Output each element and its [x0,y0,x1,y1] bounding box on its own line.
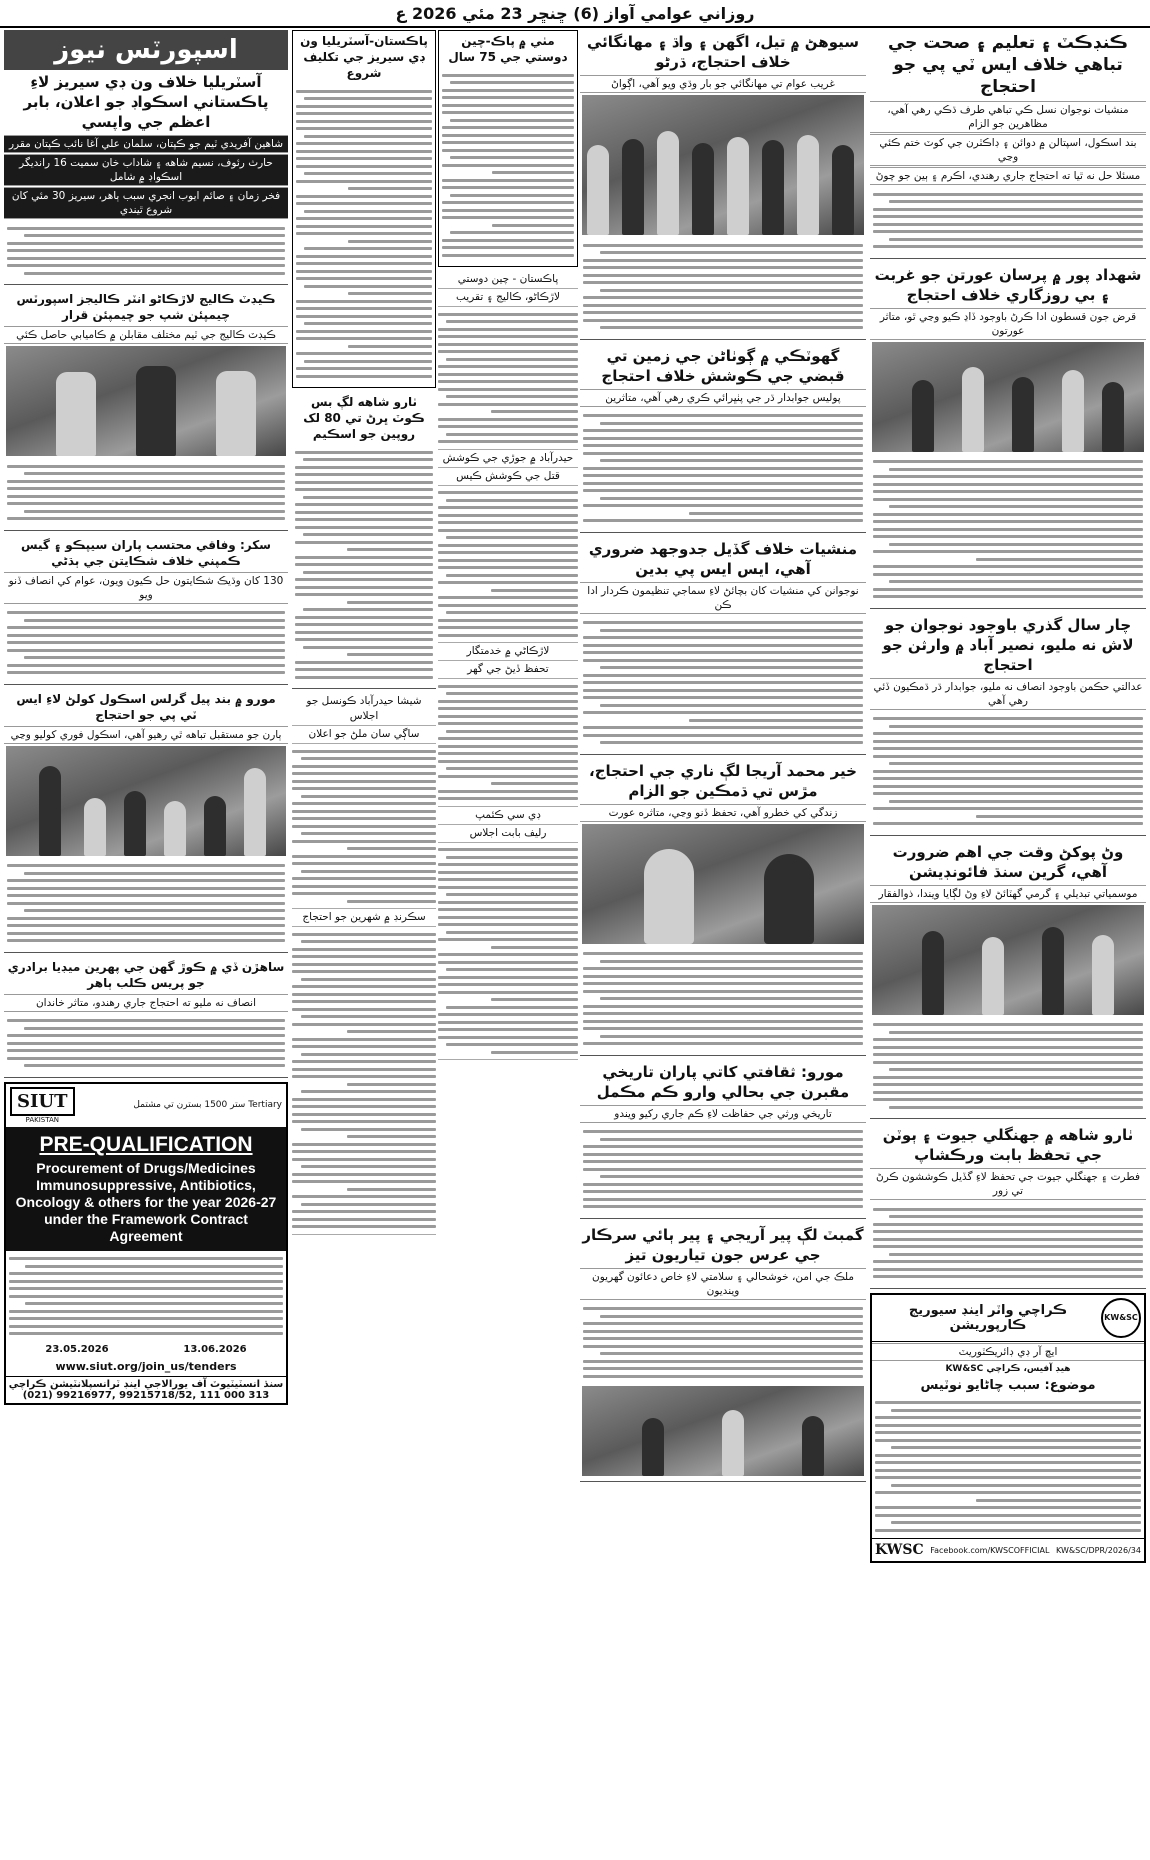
subheadline: مسئلا حل نه ٿيا ته احتجاج جاري رهندي، اڪرم ۽ ٻين جو چوڻ [870,167,1146,185]
story [4,957,288,1078]
prequalification-body: Procurement of Drugs/Medicines Immunosuppressive, Antibiotics, Oncology & others for the year 2026-27 under the Framework Contract Agreement [15,1159,277,1244]
list-item: لاڙڪاڻو، ڪاليج ۽ تقريب [438,289,578,307]
ad-department: ايڇ آر ڊي ڊائريڪٽوريٽ [872,1343,1144,1361]
story [292,392,436,689]
column-2 [580,30,866,1856]
headline: سيوهڻ ۾ تيل، اگهن ۽ واڌ ۽ مهانگائي خلاف احتجاج، ڌرڻو [587,33,859,71]
headline: ٺارو شاهه ۾ جهنگلي جيوت ۽ ٻوٽن جي تحفظ بابت ورڪشاپ [882,1126,1134,1164]
story [580,1223,866,1483]
event-photo [582,1386,864,1476]
headline: آسٽريليا خلاف ون ڊي سيريز لاءِ پاڪستاني اسڪواڊ جو اعلان، بابر اعظم جي واپسي [23,73,269,131]
masthead [0,0,1150,28]
subheadline: منشيات نوجوان نسل ڪي تباهي طرف ڌڪي رهي آهي، مظاهرين جو الزام [870,101,1146,133]
kwsc-logo: KWSC [875,1542,924,1558]
headline: ساهڙن ڏي ۾ ڪوڙ گهن جي پهرين ميڊيا برادري جو پريس ڪلب ٻاهر [7,959,285,990]
list-item: شيشا حيدرآباد ڪونسل جو اجلاس [292,693,436,726]
siut-logo: SIUT [10,1087,75,1116]
list-item: تحفظ ڏيڻ جي گهر [438,661,578,679]
headline: ٺارو شاهه لڳ بس ڪوٽ ڀرڻ تي 80 لک روپين جو اسڪيم [303,395,425,441]
subheadline: 130 کان وڌيڪ شڪايتون حل ڪيون ويون، عوام کي انصاف ڏنو ويو [4,572,288,604]
article-body [870,454,1146,605]
headline: مورو: ثقافتي کاتي پاران تاريخي مقبرن جي بحالي وارو ڪم مڪمل [596,1062,850,1101]
subheadline: زندگي کي خطرو آهي، تحفظ ڏنو وڃي، متاثره عورت [580,804,866,822]
tender-link[interactable]: www.siut.org/join_us/tenders [55,1359,237,1373]
story [292,30,436,388]
column-4 [292,30,436,1856]
article-body [580,946,866,1052]
subheadline: انصاف نه مليو ته احتجاج جاري رهندو، متاثر خاندان [4,994,288,1012]
protest-photo [872,342,1144,452]
article-body [4,220,288,281]
article-body [870,711,1146,832]
headline: وڻ پوکڻ وقت جي اهم ضرورت آهي، گرين سنڌ فائونڊيشن [892,842,1124,881]
article-body [580,408,866,529]
ad-reference: KW&SC/DPR/2026/34 [1056,1545,1141,1555]
lead-story [870,30,1146,259]
prequalification-title: PRE-QUALIFICATION [39,1132,253,1156]
headline: منشيات خلاف گڏيل جدوجهد ضروري آهي، ايس ايس پي بدين [588,539,858,578]
protest-photo [582,95,864,235]
story [580,1060,866,1219]
subheadline: ٻارن جو مستقبل تباهه ٿي رهيو آهي، اسڪول فوري کوليو وڃي [4,726,288,744]
story [580,30,866,340]
article-body [293,83,435,384]
ad-body [6,1251,286,1342]
headline: شهداد پور ۾ پرسان عورتن جو غربت ۽ بي روزگاري خلاف احتجاج [874,265,1142,304]
subheadline: فطرت ۽ جهنگلي جيوت جي تحفظ لاءِ گڏيل ڪوششون ڪرڻ تي زور [870,1168,1146,1200]
lead-story [4,70,288,285]
headline: خير محمد آريجا لڳ ناري جي احتجاج، مڙس تي ڌمڪين جو الزام [589,761,857,800]
article-body [870,186,1146,255]
list-item: ساڳي سان ملڻ جو اعلان [292,726,436,744]
subheadline: حارث رئوف، نسيم شاهه ۽ شاداب خان سميت 16 رانديگر اسڪواڊ ۾ شامل [4,154,288,186]
article-body [580,237,866,336]
kwsc-advertisement [870,1293,1146,1564]
ad-date: 13.06.2026 [183,1343,247,1355]
story [870,840,1146,1120]
story [580,344,866,533]
sidebar-list [292,693,436,1235]
event-photo [872,905,1144,1015]
list-item: پاڪستان - چين دوستي [438,271,578,289]
subheadline: شاهين آفريدي ٽيم جو ڪپتان، سلمان علي آغا نائب ڪپتان مقرر [4,135,288,153]
article-body [4,605,288,681]
subheadline: بند اسڪول، اسپتالن ۾ دوائن ۽ ڊاڪٽرن جي کوٽ ختم ڪئي وڃي [870,134,1146,166]
ad-title: ڪراچي واٽر اينڊ سيوريج ڪارپوريشن [908,1302,1068,1333]
article-body [4,1013,288,1074]
sidebar-box [438,30,578,267]
article-body [439,67,577,263]
subheadline: ملڪ جي امن، خوشحالي ۽ سلامتي لاءِ خاص دعائون گهريون وينديون [580,1268,866,1300]
article-body [4,858,288,949]
subheadline: غريب عوام تي مهانگائي جو بار وڌي ويو آهي، اڳواڻ [580,75,866,93]
masthead-text: روزاني عوامي آواز (6) ڇنڇر 23 مئي 2026 ع [395,3,755,23]
article-body [4,458,288,527]
list-item: سڪرنڊ ۾ شهرين جو احتجاج [292,909,436,927]
article-body [292,444,436,685]
children-photo [6,746,286,856]
subheadline: ڪيڊٽ ڪاليج جي ٽيم مختلف مقابلن ۾ ڪاميابي حاصل ڪئي [4,326,288,344]
headline: چار سال گذري باوجود نوجوان جو لاش نه مليو، نصير آباد ۾ وارثن جو احتجاج [882,615,1134,674]
siut-department: سنڌ انسٽيٽيوٽ آف يورالاجي اينڊ ٽرانسپلانٽيشن ڪراچي [8,1378,284,1390]
ad-address: KW&SC هيڊ آفيس، ڪراچي [945,1363,1071,1374]
list-item: رليف بابت اجلاس [438,825,578,843]
list-item: حيدرآباد ۾ جوڙي جي ڪوشش [438,450,578,468]
headline: ڪيڊٽ ڪاليج لاڙڪاڻو انٽر ڪاليجز اسپورٽس چيمپئن شپ جو چيمپئن قرار [16,292,276,322]
ad-body [872,1395,1144,1539]
kwsc-seal-icon: KW&SC [1101,1298,1141,1338]
sports-banner: اسپورٽس نيوز [4,30,288,70]
story [870,263,1146,609]
story [580,759,866,1056]
sidebar-title: مٺي ۾ پاڪ-چين دوستي جي 75 سال [448,34,568,64]
story [870,1123,1146,1289]
ad-subject: موضوع: سبب چاڻايو نوٽيس [920,1377,1096,1393]
subheadline: پوليس جوابدار ڌر جي پٺڀرائي ڪري رهي آهي، متاثرين [580,389,866,407]
siut-note: Tertiary ستر 1500 بسترن تي مشتمل [133,1100,282,1110]
headline: پاڪستان-آسٽريليا ون ڊي سيريز جي تکليف شروع [300,34,428,80]
siut-tag: PAKISTAN [25,1115,59,1124]
headline: گهوٽڪي ۾ ڳوٺاڻن جي زمين تي قبضي جي ڪوشش خلاف احتجاج [601,346,845,385]
siut-advertisement [4,1082,288,1405]
list-item: قتل جي ڪوشش ڪيس [438,468,578,486]
subheadline: موسمياتي تبديلي ۽ گرمي گهٽائڻ لاءِ وڻ لڳايا ويندا، ذوالفقار [870,885,1146,903]
headline: سکر: وفاقي محتسب پاران سيپڪو ۽ گيس ڪمپني خلاف شڪايتن جي ٻڌڻي [21,537,271,568]
story [4,289,288,531]
ad-date: 23.05.2026 [45,1343,109,1355]
story [580,537,866,755]
portrait-photo [582,824,864,944]
subheadline: فخر زمان ۽ صائم ايوب انجري سبب ٻاهر، سيريز 30 مئي کان شروع ٿيندي [4,187,288,219]
article-body [870,1201,1146,1285]
article-body [870,1017,1146,1116]
story [4,689,288,953]
headline: گمبٽ لڳ پير آريجي ۽ پير ٻائي سرڪار جي عرس جون تياريون تيز [582,1225,864,1264]
list-item: ڊي سي ڪئمپ [438,807,578,825]
subheadline: عدالتي حڪمن باوجود انصاف نه مليو، جوابدار ڌر ڌمڪيون ڏئي رهي آهي [870,678,1146,710]
social-handle: Facebook.com/KWSCOFFICIAL [930,1545,1050,1555]
column-3 [438,30,578,1856]
column-1 [870,30,1146,1856]
article-body [580,615,866,751]
story [870,613,1146,836]
trophy-photo [6,346,286,456]
sidebar-list [438,271,578,1060]
article-body [580,1124,866,1215]
article-body [580,1301,866,1385]
prequalification-banner [6,1127,286,1251]
column-5 [4,30,288,1856]
siut-phone: (021) 99216977, 99215718/52, 111 000 313 [22,1389,270,1401]
subheadline: نوجوانن کي منشيات کان بچائڻ لاءِ سماجي تنظيمون ڪردار ادا ڪن [580,582,866,614]
headline: مورو ۾ بند پيل گرلس اسڪول کولڻ لاءِ ايس ٽي پي جو احتجاج [16,691,276,722]
story [4,535,288,685]
subheadline: قرض جون قسطون ادا ڪرڻ باوجود ڏاڍ ڪيو وڃي ٿو، متاثر عورتون [870,308,1146,340]
list-item: لاڙڪاڻي ۾ خدمتگار [438,643,578,661]
subheadline: تاريخي ورثي جي حفاظت لاءِ ڪم جاري رکيو ويندو [580,1105,866,1123]
headline: ڪنڊڪٽ ۽ تعليم ۽ صحت جي تباهي خلاف ايس ٽي پي جو احتجاج [887,33,1129,97]
